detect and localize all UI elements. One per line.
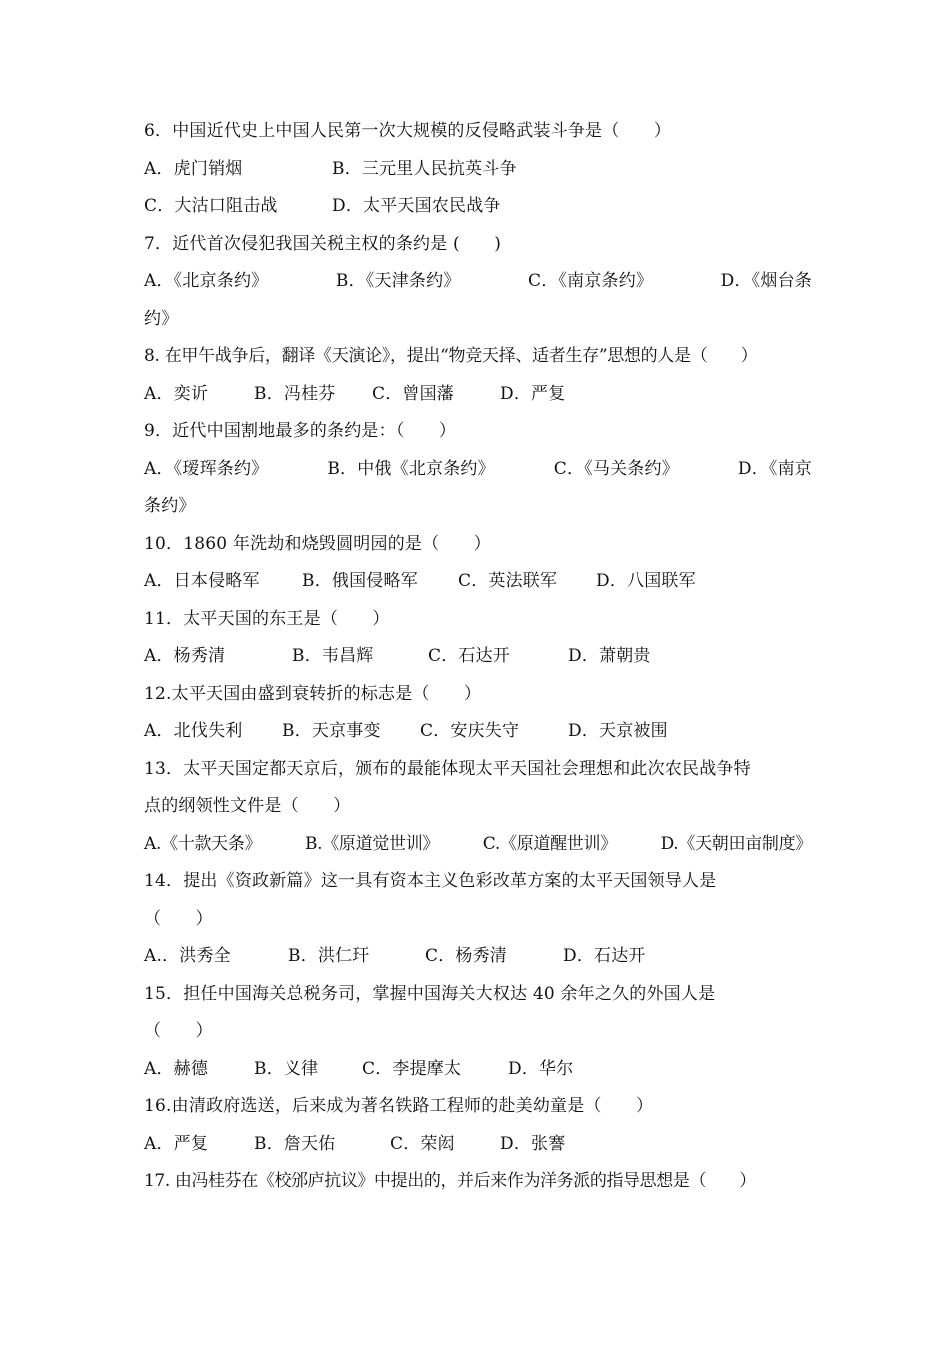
question-10-option-d: D．八国联军: [596, 571, 696, 591]
question-6-options-row-2: [144, 188, 812, 226]
question-7-option-d: D．《烟台条: [720, 271, 812, 291]
question-15-option-d: D．华尔: [508, 1058, 574, 1079]
question-11-option-b: B．韦昌辉: [292, 646, 374, 666]
question-15-stem-continued: （ ）: [144, 1021, 213, 1041]
question-14-stem: 14．提出《资政新篇》这一具有资本主义色彩改革方案的太平天国领导人是: [144, 871, 717, 891]
question-14-option-d: D．石达开: [563, 946, 646, 966]
question-8-option-a: A．奕䜣: [144, 383, 209, 404]
question-12-option-d: D．天京被围: [568, 721, 668, 741]
question-8-option-c: C．曾国藩: [372, 383, 455, 404]
question-6-option-a: A．虎门销烟: [144, 158, 243, 179]
question-12-options-row: [144, 713, 812, 751]
question-17-stem: 17. 由冯桂芬在《校邠庐抗议》中提出的，并后来作为洋务派的指导思想是（ ）: [144, 1171, 756, 1191]
question-11-option-d: D．萧朝贵: [568, 646, 651, 666]
question-13-option-d: D.《天朝田亩制度》: [660, 833, 812, 854]
question-9-option-wrap: 条约》: [144, 496, 196, 516]
question-13-options-row: [144, 826, 812, 864]
question-13-option-a: A.《十款天条》: [144, 833, 262, 854]
question-7-stem: 7．近代首次侵犯我国关税主权的条约是 ( ): [144, 233, 502, 254]
question-8-stem: 8. 在甲午战争后，翻译《天演论》，提出“物竞天择、适者生存”思想的人是（ ）: [144, 346, 758, 366]
question-16-option-b: B．詹天佑: [254, 1133, 336, 1154]
question-14-stem-continued: （ ）: [144, 908, 213, 929]
question-16-options-row: [144, 1126, 812, 1164]
question-6-option-d: D．太平天国农民战争: [332, 196, 501, 216]
question-9-option-a: A．《瑷珲条约》: [144, 458, 269, 479]
question-12-option-b: B．天京事变: [282, 721, 381, 741]
question-10-option-b: B．俄国侵略军: [302, 571, 418, 591]
question-11-options-row: [144, 638, 812, 676]
question-14-option-c: C．杨秀清: [425, 946, 508, 966]
question-15-stem: 15．担任中国海关总税务司，掌握中国海关大权达 40 余年之久的外国人是: [144, 983, 716, 1004]
question-10-options-row: [144, 563, 812, 601]
question-8-options-row: [144, 376, 812, 414]
question-7-option-b: B．《天津条约》: [335, 271, 461, 291]
question-15-option-a: A．赫德: [144, 1058, 209, 1079]
question-7-option-wrap: 约》: [144, 308, 179, 329]
question-9-option-c: C．《马关条约》: [553, 458, 679, 479]
question-8-option-b: B．冯桂芬: [254, 383, 336, 404]
question-6-stem: 6．中国近代史上中国人民第一次大规模的反侵略武装斗争是（ ）: [144, 121, 672, 141]
question-9-option-b: B．中俄《北京条约》: [327, 458, 495, 479]
question-9-stem: 9．近代中国割地最多的条约是：（ ）: [144, 421, 457, 441]
question-15-option-b: B．义律: [254, 1058, 319, 1079]
question-16-option-a: A．严复: [144, 1133, 209, 1154]
question-10-option-c: C．英法联军: [458, 571, 558, 591]
question-12-stem: 12.太平天国由盛到衰转折的标志是（ ）: [144, 683, 482, 704]
question-6-option-b: B．三元里人民抗英斗争: [332, 158, 517, 179]
question-13-option-b: B.《原道觉世训》: [304, 833, 440, 854]
question-13-stem: 13．太平天国定都天京后，颁布的最能体现太平天国社会理想和此次农民战争特: [144, 758, 751, 779]
question-8-option-d: D．严复: [500, 383, 566, 404]
question-10-stem: 10．1860 年洗劫和烧毁圆明园的是（ ）: [144, 533, 491, 554]
question-15-options-row: [144, 1051, 812, 1089]
question-7-option-c: C．《南京条约》: [528, 271, 654, 291]
question-7-option-a: A．《北京条约》: [144, 271, 269, 291]
question-13-option-c: C.《原道醒世训》: [482, 833, 617, 854]
question-6-options-row-1: [144, 151, 812, 189]
exam-page: [144, 113, 812, 1201]
question-16-option-d: D．张謇: [500, 1133, 566, 1154]
question-16-stem: 16.由清政府选送，后来成为著名铁路工程师的赴美幼童是（ ）: [144, 1096, 654, 1116]
question-11-stem: 11．太平天国的东王是（ ）: [144, 608, 390, 629]
question-16-option-c: C．荣闳: [390, 1133, 455, 1154]
question-14-option-b: B．洪仁玕: [288, 946, 370, 966]
question-9-option-d: D．《南京: [737, 458, 812, 479]
question-6-option-c: C．大沽口阻击战: [144, 196, 278, 216]
question-12-option-c: C．安庆失守: [420, 721, 520, 741]
question-7-options-row: [144, 263, 812, 301]
question-15-option-c: C．李提摩太: [362, 1058, 462, 1079]
question-11-option-c: C．石达开: [428, 646, 511, 666]
question-14-options-row: [144, 938, 812, 976]
question-12-option-a: A．北伐失利: [144, 721, 243, 741]
question-14-option-a: A.．洪秀全: [144, 946, 231, 966]
question-11-option-a: A．杨秀清: [144, 646, 226, 666]
question-13-stem-continued: 点的纲领性文件是（ ）: [144, 796, 351, 816]
question-10-option-a: A．日本侵略军: [144, 571, 260, 591]
question-9-options-row: [144, 451, 812, 489]
